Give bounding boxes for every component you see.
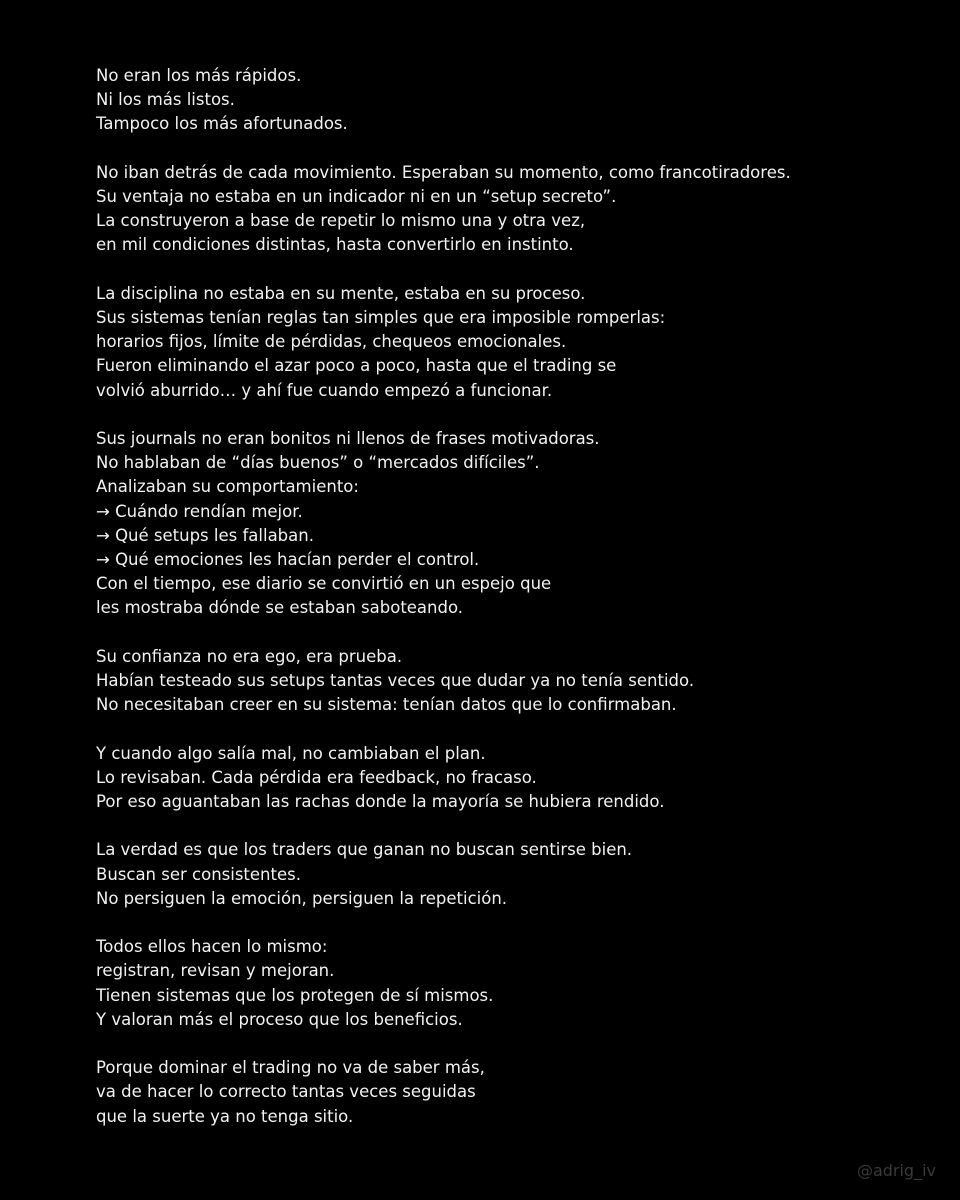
text-line: Ni los más listos. [96, 90, 235, 110]
text-line: va de hacer lo correcto tantas veces seguidas [96, 1082, 476, 1102]
author-handle: @adrig_iv [856, 1161, 936, 1180]
text-line: Su confianza no era ego, era prueba. [96, 646, 403, 666]
paragraph [96, 838, 896, 911]
text-line: horarios fijos, límite de pérdidas, chequeos emocionales. [96, 332, 567, 352]
text-line: → Cuándo rendían mejor. [96, 501, 303, 521]
text-line: La verdad es que los traders que ganan no buscan sentirse bien. [96, 840, 633, 860]
text-line: Sus sistemas tenían reglas tan simples que era imposible romperlas: [96, 308, 666, 327]
text-line: Sus journals no eran bonitos ni llenos de frases motivadoras. [96, 429, 600, 448]
text-line: Fueron eliminando el azar poco a poco, hasta que el trading se [96, 356, 617, 376]
post-text [96, 64, 896, 1153]
text-line: No persiguen la emoción, persiguen la repetición. [96, 888, 508, 908]
text-line: → Qué setups les fallaban. [96, 525, 314, 545]
text-line: No iban detrás de cada movimiento. Esperaban su momento, como francotiradores. [96, 162, 791, 182]
paragraph [96, 935, 896, 1032]
text-line: Y cuando algo salía mal, no cambiaban el plan. [96, 743, 486, 763]
text-line: Porque dominar el trading no va de saber más, [96, 1058, 485, 1078]
text-line: No eran los más rápidos. [96, 66, 302, 85]
paragraph [96, 64, 896, 137]
text-line: Buscan ser consistentes. [96, 864, 301, 884]
text-line: → Qué emociones les hacían perder el control. [96, 550, 480, 570]
text-line: Habían testeado sus setups tantas veces que dudar ya no tenía sentido. [96, 671, 695, 691]
text-line: Su ventaja no estaba en un indicador ni en un “setup secreto”. [96, 187, 617, 206]
paragraph [96, 1056, 896, 1129]
text-line: No hablaban de “días buenos” o “mercados difíciles”. [96, 453, 540, 473]
paragraph [96, 282, 896, 403]
text-line: que la suerte ya no tenga sitio. [96, 1106, 354, 1126]
text-line: Tampoco los más afortunados. [96, 114, 348, 134]
text-line: Todos ellos hacen lo mismo: [96, 937, 328, 957]
text-line: No necesitaban creer en su sistema: tenían datos que lo confirmaban. [96, 695, 677, 715]
text-line: les mostraba dónde se estaban saboteando. [96, 598, 464, 618]
text-line: Analizaban su comportamiento: [96, 477, 359, 497]
paragraph [96, 742, 896, 815]
text-line: en mil condiciones distintas, hasta convertirlo en instinto. [96, 235, 574, 255]
text-line: Y valoran más el proceso que los beneficios. [96, 1009, 463, 1029]
text-line: volvió aburrido… y ahí fue cuando empezó a funcionar. [96, 380, 553, 400]
text-line: Por eso aguantaban las rachas donde la mayoría se hubiera rendido. [96, 792, 665, 812]
paragraph [96, 645, 896, 718]
paragraph [96, 161, 896, 258]
text-line: registran, revisan y mejoran. [96, 961, 335, 981]
text-line: Lo revisaban. Cada pérdida era feedback, no fracaso. [96, 767, 537, 787]
text-line: La disciplina no estaba en su mente, estaba en su proceso. [96, 283, 586, 303]
text-line: Tienen sistemas que los protegen de sí mismos. [96, 985, 494, 1005]
text-line: Con el tiempo, ese diario se convirtió en un espejo que [96, 574, 552, 594]
paragraph [96, 427, 896, 621]
text-line: La construyeron a base de repetir lo mismo una y otra vez, [96, 211, 586, 231]
